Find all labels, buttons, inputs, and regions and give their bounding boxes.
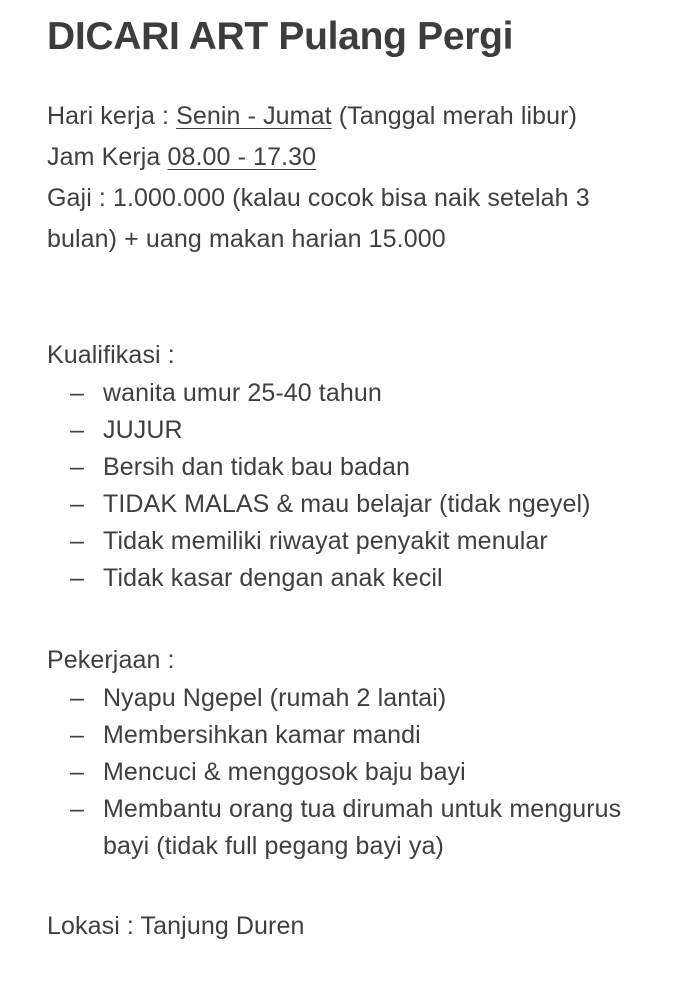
list-item (47, 375, 656, 412)
list-item-label: TIDAK MALAS & mau belajar (tidak ngeyel) (103, 490, 591, 518)
list-item (47, 523, 656, 560)
qualifications-list (47, 375, 656, 597)
list-item (47, 717, 656, 754)
dash-icon: – (70, 379, 85, 407)
duties-list (47, 680, 656, 865)
list-item (47, 791, 656, 865)
dash-icon: – (70, 758, 85, 786)
location-line: Lokasi : Tanjung Duren (47, 912, 305, 940)
dash-icon: – (70, 795, 85, 823)
list-item-label: Mencuci & menggosok baju bayi (103, 758, 466, 786)
salary-line: Gaji : 1.000.000 (kalau cocok bisa naik setelah 3 bulan) + uang makan harian 15.000 (47, 184, 590, 253)
list-item-label: Bersih dan tidak bau badan (103, 453, 410, 481)
workdays-label: Hari kerja : (47, 102, 177, 130)
qualifications-heading: Kualifikasi : (47, 341, 175, 369)
list-item-label: Membantu orang tua dirumah untuk mengurus bayi (tidak full pegang bayi ya) (103, 795, 622, 860)
dash-icon: – (70, 527, 85, 555)
duties-heading: Pekerjaan : (47, 646, 175, 674)
dash-icon: – (70, 721, 85, 749)
dash-icon: – (70, 490, 85, 518)
duties-section (47, 643, 656, 865)
dash-icon: – (70, 416, 85, 444)
dash-icon: – (70, 564, 85, 592)
list-item (47, 680, 656, 717)
hours-label: Jam Kerja (47, 143, 168, 171)
dash-icon: – (70, 453, 85, 481)
workdays-value: Senin - Jumat (176, 102, 332, 130)
job-info-block (47, 96, 656, 260)
list-item (47, 560, 656, 597)
page-title: DICARI ART Pulang Pergi (47, 15, 514, 58)
dash-icon: – (70, 684, 85, 712)
list-item-label: Nyapu Ngepel (rumah 2 lantai) (103, 684, 447, 712)
list-item (47, 449, 656, 486)
list-item (47, 754, 656, 791)
hours-value: 08.00 - 17.30 (167, 143, 317, 171)
location-section (47, 909, 656, 943)
workdays-note: (Tanggal merah libur) (331, 102, 578, 130)
list-item-label: wanita umur 25-40 tahun (103, 379, 382, 407)
qualifications-section (47, 338, 656, 597)
list-item-label: Tidak memiliki riwayat penyakit menular (103, 527, 548, 555)
workdays-line (47, 96, 622, 137)
list-item-label: JUJUR (103, 416, 183, 444)
hours-line (47, 137, 622, 178)
list-item (47, 486, 656, 523)
list-item (47, 412, 656, 449)
list-item-label: Membersihkan kamar mandi (103, 721, 421, 749)
list-item-label: Tidak kasar dengan anak kecil (103, 564, 443, 592)
